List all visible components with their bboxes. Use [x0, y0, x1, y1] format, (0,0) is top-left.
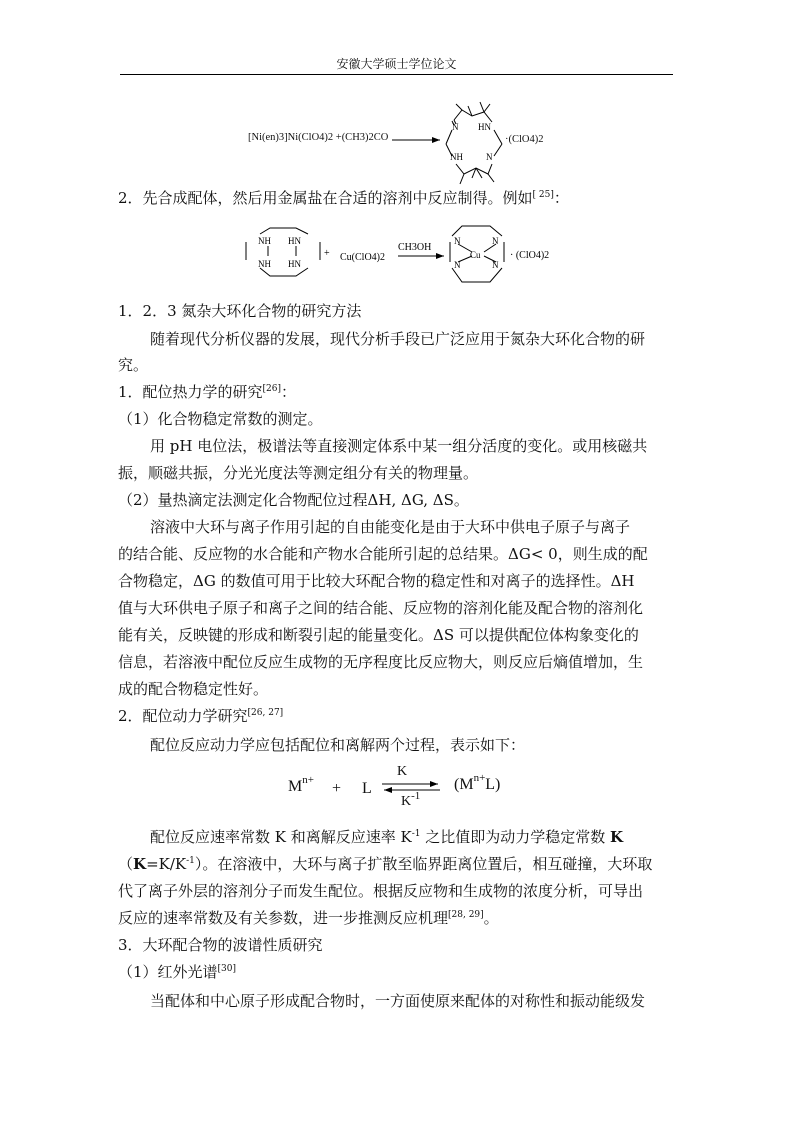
sub1-line-1: 用 pH 电位法，极谱法等直接测定体系中某一组分活度的变化。或用核磁共 [150, 437, 648, 455]
sub-2-heading: （2）量热滴定法测定化合物配位过程ΔH, ΔG, ΔS。 [118, 491, 469, 509]
item-3-heading: 3．大环配合物的波谱性质研究 [118, 936, 323, 954]
method-2-line: 2．先合成配体，然后用金属盐在合适的溶剂中反应制得。例如[ 25]： [118, 189, 569, 207]
scheme2-nh-bottom: NH [258, 259, 271, 269]
scheme2-counter: · (ClO4)2 [510, 250, 550, 261]
scheme2-hn-bottom: HN [288, 259, 301, 269]
scheme2-metal: Cu [470, 250, 481, 260]
scheme2-salt: Cu(ClO4)2 [340, 252, 385, 263]
scheme2-nh-top: NH [258, 236, 271, 246]
rate-line-2: $(K=K/K^{-1})$。在溶液中，大环与离子扩散至临界距离位置后，相互碰撞，大环取 [118, 855, 653, 873]
section-heading: 1．2．3 氮杂大环化合物的研究方法 [118, 302, 362, 320]
scheme2-diagram [240, 222, 560, 292]
scheme2-n2: N [492, 236, 499, 246]
scheme1-hn: HN [478, 122, 491, 132]
kinetics-intro: 配位反应动力学应包括配位和离解两个过程，表示如下： [150, 736, 526, 754]
rate-line-3: 代了离子外层的溶剂分子而发生配位。根据反应物和生成物的浓度分析，可导出 [118, 882, 644, 900]
intro-line-1: 随着现代分析仪器的发展，现代分析手段已广泛应用于氮杂大环化合物的研 [150, 330, 646, 348]
thermo-line-5: 能有关，反映键的形成和断裂引起的能量变化。ΔS 可以提供配位体构象变化的 [118, 626, 639, 644]
scheme2-plus: + [324, 248, 330, 259]
sub1-line-2: 振，顺磁共振，分光光度法等测定组分有关的物理量。 [118, 464, 479, 482]
item-2-heading: 2．配位动力学研究[26, 27] [118, 707, 284, 725]
item-1-heading: 1．配位热力学的研究[26]： [118, 383, 297, 401]
thermo-line-3: 合物稳定，ΔG 的数值可用于比较大环配合物的稳定性和对离子的选择性。ΔH [118, 572, 635, 590]
sub-1-heading: （1）化合物稳定常数的测定。 [118, 410, 323, 428]
rate-line-1: 配位反应速率常数 K 和离解反应速率 $K^{-1}$ 之比值即为动力学稳定常数 K [150, 828, 624, 846]
scheme1-product-label: ·(ClO4)2 [505, 134, 544, 145]
intro-line-2: 究。 [118, 356, 149, 374]
equilibrium-equation: $M^{n+}$ + L K $K^{-1}$ $(M^{n+}L)$ [288, 764, 501, 809]
scheme2-solvent: CH3OH [398, 242, 432, 253]
scheme2-n4: N [492, 260, 499, 270]
ir-line-1: 当配体和中心原子形成配合物时，一方面使原来配体的对称性和振动能级发 [150, 992, 646, 1010]
scheme1-diagram [390, 100, 590, 190]
scheme2-n1: N [454, 236, 461, 246]
thermo-line-6: 信息，若溶液中配位反应生成物的无序程度比反应物大，则反应后熵值增加，生 [118, 653, 644, 671]
scheme1-nh: NH [450, 152, 463, 162]
scheme2-hn-top: HN [288, 236, 301, 246]
thermo-line-4: 值与大环供电子原子和离子之间的结合能、反应物的溶剂化能及配合物的溶剂化 [118, 599, 644, 617]
page-header: 安徽大学硕士学位论文 [336, 57, 457, 71]
thermo-line-2: 的结合能、反应物的水合能和产物水合能所引起的总结果。ΔG< 0，则生成的配 [118, 545, 648, 563]
rate-line-4: 反应的速率常数及有关参数，进一步推测反应机理[28, 29]。 [118, 909, 499, 927]
scheme2-n3: N [454, 260, 461, 270]
thermo-line-1: 溶液中大环与离子作用引起的自由能变化是由于大环中供电子原子与离子 [150, 518, 631, 536]
scheme1-reactant: [Ni(en)3]Ni(ClO4)2 +(CH3)2CO [248, 132, 389, 143]
sub-3-heading: （1）红外光谱[30] [118, 963, 237, 981]
header-rule [120, 74, 673, 75]
scheme1-n-top: N [452, 122, 459, 132]
scheme1-n-bottom: N [486, 152, 493, 162]
thermo-line-7: 成的配合物稳定性好。 [118, 680, 269, 698]
